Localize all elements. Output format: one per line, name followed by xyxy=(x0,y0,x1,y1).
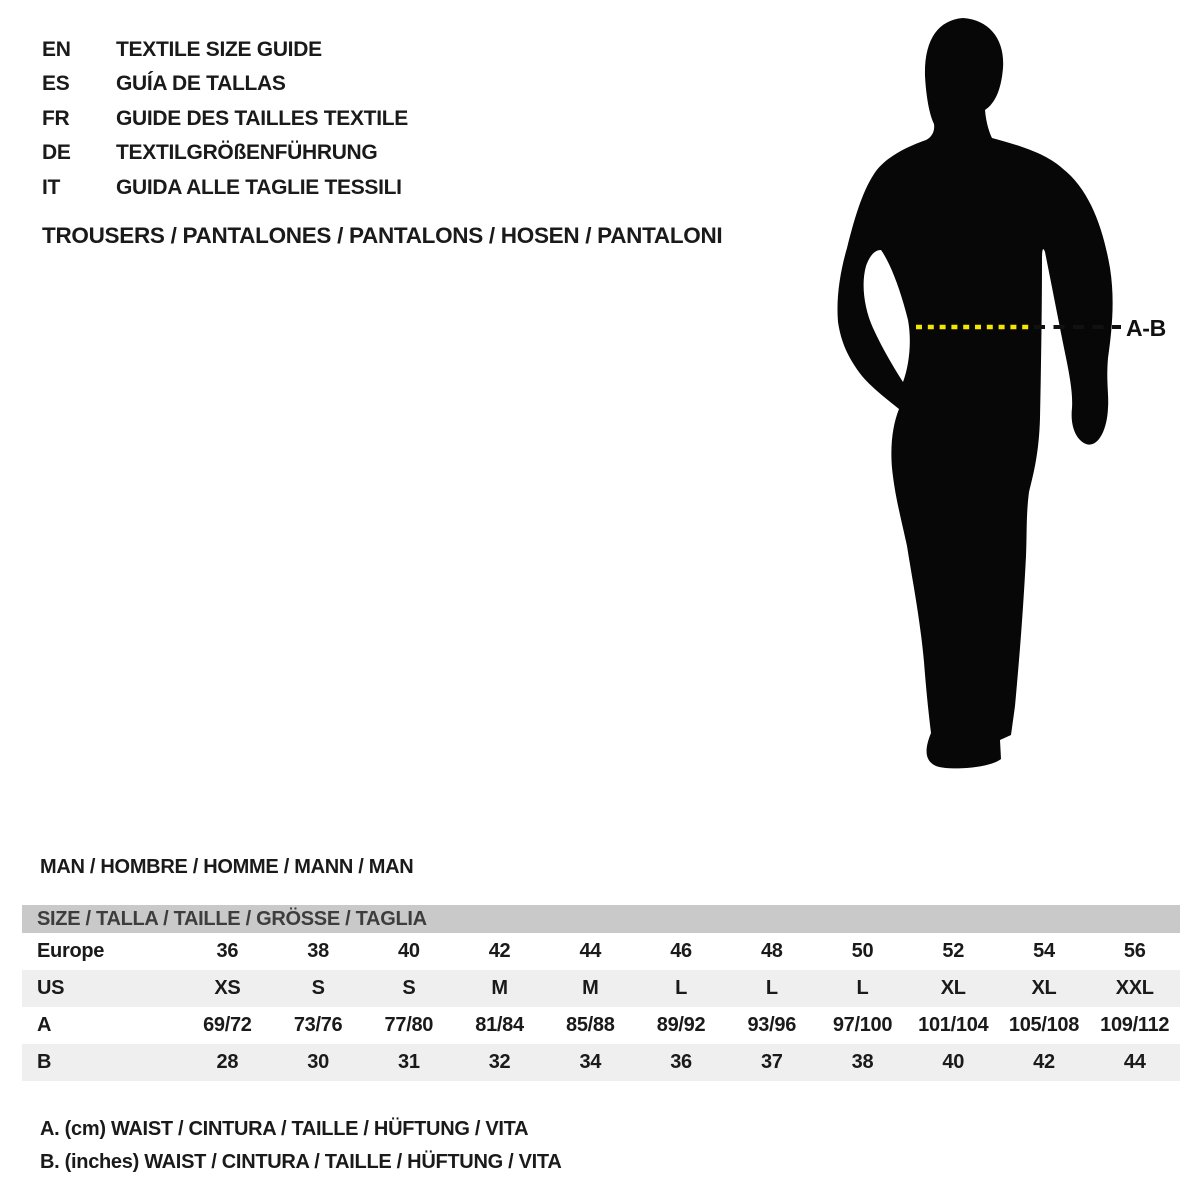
language-row-en xyxy=(42,38,408,72)
man-silhouette xyxy=(837,18,1112,768)
size-cell: 54 xyxy=(1033,940,1055,962)
size-cell: XS xyxy=(214,977,241,999)
size-cell: 34 xyxy=(579,1051,602,1073)
size-cell: 52 xyxy=(942,940,965,962)
note-a-cm: A. (cm) WAIST / CINTURA / TAILLE / HÜFTUNG / VITA xyxy=(40,1118,529,1140)
size-cell: 69/72 xyxy=(203,1014,252,1036)
size-cell: 40 xyxy=(942,1051,965,1073)
size-cell: L xyxy=(856,977,869,999)
section-heading-man: MAN / HOMBRE / HOMME / MANN / MAN xyxy=(40,856,414,878)
size-cell: 30 xyxy=(307,1051,329,1073)
table-row-europe xyxy=(22,933,1180,970)
table-row-a-cm xyxy=(22,1007,1180,1044)
language-row-de xyxy=(42,141,408,175)
size-cell: 50 xyxy=(851,940,874,962)
size-cell: 42 xyxy=(488,940,511,962)
size-cell: XL xyxy=(1031,977,1057,999)
size-cell: S xyxy=(311,977,325,999)
measure-label: A-B xyxy=(1126,315,1166,341)
row-label: A xyxy=(37,1014,52,1036)
size-cell: 85/88 xyxy=(566,1014,615,1036)
language-code: IT xyxy=(42,175,61,199)
man-silhouette-figure xyxy=(810,0,1200,790)
language-row-it xyxy=(42,176,408,210)
size-cell: 46 xyxy=(670,940,692,962)
language-code: DE xyxy=(42,141,71,165)
size-cell: 36 xyxy=(216,940,239,962)
product-heading: TROUSERS / PANTALONES / PANTALONS / HOSEN / PANTALONI xyxy=(42,223,723,248)
size-cell: XL xyxy=(940,977,966,999)
size-cell: 40 xyxy=(398,940,420,962)
measurement-notes xyxy=(40,1113,562,1179)
size-cell: 32 xyxy=(488,1051,511,1073)
size-cell: S xyxy=(402,977,416,999)
size-cell: 77/80 xyxy=(384,1014,434,1036)
size-cell: 28 xyxy=(216,1051,239,1073)
row-label: Europe xyxy=(37,940,105,962)
size-cell: L xyxy=(765,977,778,999)
size-cell: 93/96 xyxy=(747,1014,797,1036)
size-cell: M xyxy=(491,977,508,999)
size-cell: 105/108 xyxy=(1008,1014,1080,1036)
table-row-us xyxy=(22,970,1180,1007)
size-cell: 101/104 xyxy=(918,1014,989,1036)
size-cell: M xyxy=(582,977,599,999)
size-cell: 38 xyxy=(307,940,329,962)
row-label: US xyxy=(37,977,65,999)
size-cell: 42 xyxy=(1033,1051,1055,1073)
language-code: EN xyxy=(42,38,71,61)
size-cell: 48 xyxy=(760,940,783,962)
language-code: FR xyxy=(42,106,70,130)
size-cell: XXL xyxy=(1115,977,1154,999)
size-cell: L xyxy=(675,977,687,999)
size-table xyxy=(22,905,1180,1081)
size-cell: 38 xyxy=(851,1051,874,1073)
note-b-inches: B. (inches) WAIST / CINTURA / TAILLE / HÜFTUNG / VITA xyxy=(40,1151,562,1173)
row-label: B xyxy=(37,1051,52,1073)
size-table-header: SIZE / TALLA / TAILLE / GRÖSSE / TAGLIA xyxy=(22,905,1180,933)
language-row-es xyxy=(42,72,408,106)
language-row-fr xyxy=(42,107,408,141)
language-code: ES xyxy=(42,72,70,96)
size-cell: 73/76 xyxy=(293,1014,343,1036)
size-cell: 89/92 xyxy=(656,1014,706,1036)
language-title: GUÍA DE TALLAS xyxy=(116,72,286,96)
size-cell: 81/84 xyxy=(475,1014,524,1036)
size-cell: 97/100 xyxy=(832,1014,893,1036)
size-cell: 44 xyxy=(1123,1051,1146,1073)
language-title: TEXTILE SIZE GUIDE xyxy=(116,38,322,61)
size-cell: 37 xyxy=(760,1051,783,1073)
language-title: TEXTILGRÖßENFÜHRUNG xyxy=(116,141,378,165)
size-cell: 56 xyxy=(1123,940,1146,962)
language-title: GUIDE DES TAILLES TEXTILE xyxy=(116,106,408,130)
size-cell: 44 xyxy=(579,940,602,962)
size-cell: 109/112 xyxy=(1100,1014,1170,1036)
language-title-list xyxy=(42,38,408,210)
language-title: GUIDA ALLE TAGLIE TESSILI xyxy=(116,175,402,199)
table-row-b-inches xyxy=(22,1044,1180,1081)
size-cell: 36 xyxy=(670,1051,692,1073)
size-cell: 31 xyxy=(398,1051,420,1073)
